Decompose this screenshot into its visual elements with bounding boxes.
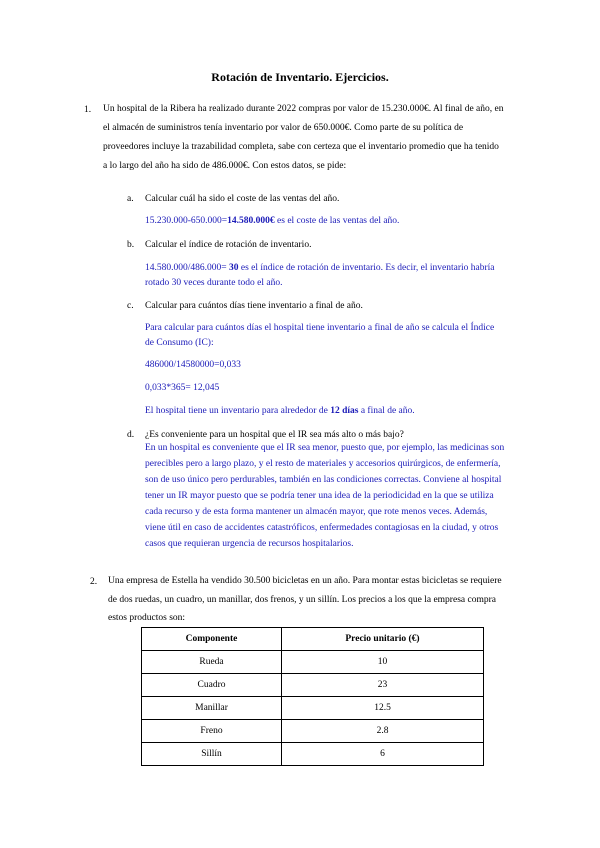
- item-c-conclusion-suffix: a final de año.: [358, 406, 415, 416]
- item-a-question: Calcular cuál ha sido el coste de las ventas del año.: [145, 194, 340, 204]
- item-a-answer: [145, 216, 399, 226]
- item-c-calc1: 486000/14580000=0,033: [145, 360, 241, 370]
- header-unit-price: Precio unitario (€): [282, 628, 484, 651]
- item-c-question: Calcular para cuántos días tiene inventario a final de año.: [145, 301, 363, 311]
- exercise-1-line: a lo largo del año ha sido de 486.000€. Con estos datos, se pide:: [103, 161, 347, 171]
- item-b-question: Calcular el índice de rotación de inventario.: [145, 240, 312, 250]
- item-d-answer-line: son de uso único pero perdurables, también en las condiciones correctas. Conviene al hospital: [145, 475, 502, 485]
- item-c-calc2: 0,033*365= 12,045: [145, 383, 220, 393]
- item-d-label: d.: [127, 430, 135, 440]
- cell-price: 6: [282, 743, 484, 766]
- exercise-1-number: 1.: [84, 105, 92, 115]
- item-d-answer-line: tener un IR mayor puesto que se podría tener una idea de la periodicidad en la que se utiliza: [145, 491, 494, 501]
- item-d-answer-line: casos que requieran urgencia de recursos hospitalarios.: [145, 539, 354, 549]
- item-a-answer-calc: 15.230.000-650.000=: [145, 216, 228, 226]
- item-a-answer-value: 14.580.000€: [227, 216, 275, 226]
- item-b-answer-calc: 14.580.000/486.000=: [145, 263, 229, 273]
- item-b-answer-text: es el índice de rotación de inventario. Es decir, el inventario habría: [238, 263, 495, 273]
- item-c-answer-line1: Para calcular para cuántos días el hospital tiene inventario a final de año se calcula el Índice: [145, 323, 495, 333]
- exercise-1-line: Un hospital de la Ribera ha realizado durante 2022 compras por valor de 15.230.000€. Al final de año, en: [103, 104, 504, 114]
- item-d-answer-line: perecibles pero a largo plazo, y el resto de materiales y accesorios quirúrgicos, de enfermería,: [145, 459, 501, 469]
- exercise-1-line: el almacén de suministros tenía inventario por valor de 650.000€. Como parte de su política de: [103, 123, 464, 133]
- table-header-row: [142, 628, 484, 651]
- cell-component: Cuadro: [142, 674, 282, 697]
- table-row: [142, 674, 484, 697]
- table-row: [142, 743, 484, 766]
- cell-component: Rueda: [142, 651, 282, 674]
- cell-price: 23: [282, 674, 484, 697]
- item-b-answer-line2: rotado 30 veces durante todo el año.: [145, 278, 283, 288]
- table-row: [142, 697, 484, 720]
- item-a-answer-text: es el coste de las ventas del año.: [274, 216, 400, 226]
- item-d-question: ¿Es conveniente para un hospital que el IR sea más alto o más bajo?: [145, 430, 404, 440]
- item-d-answer-line: cada recurso y de esta forma mantener un almacén mayor, que rote menos veces. Además,: [145, 507, 488, 517]
- item-d-answer-line: En un hospital es conveniente que el IR sea menor, puesto que, por ejemplo, las medicinas son: [145, 443, 505, 453]
- cell-component: Sillín: [142, 743, 282, 766]
- item-c-conclusion-value: 12 días: [330, 406, 359, 416]
- item-c-label: c.: [127, 301, 134, 311]
- exercise-1-line: proveedores incluye la trazabilidad completa, sabe con certeza que el inventario promedio que ha tenido: [103, 142, 499, 152]
- header-component: Componente: [142, 628, 282, 651]
- table-row: [142, 651, 484, 674]
- cell-price: 2.8: [282, 720, 484, 743]
- exercise-2-line: estos productos son:: [108, 613, 186, 623]
- item-c-answer-line2: de Consumo (IC):: [145, 338, 214, 348]
- cell-price: 10: [282, 651, 484, 674]
- item-b-answer-value: 30: [229, 263, 239, 273]
- cell-price: 12.5: [282, 697, 484, 720]
- document-title: Rotación de Inventario. Ejercicios.: [211, 70, 389, 84]
- item-a-label: a.: [127, 194, 134, 204]
- item-c-conclusion-text: El hospital tiene un inventario para alrededor de: [145, 406, 331, 416]
- cell-component: Manillar: [142, 697, 282, 720]
- item-c-conclusion: [145, 406, 415, 416]
- item-d-answer-line: viene útil en caso de accidentes catastróficos, enfermedades contagiosas en la ciudad, y otros: [145, 523, 499, 533]
- exercise-2-number: 2.: [90, 577, 98, 587]
- item-b-label: b.: [127, 240, 135, 250]
- item-b-answer-line1: [145, 263, 528, 273]
- exercise-2-line: Una empresa de Estella ha vendido 30.500 bicicletas en un año. Para montar estas bicicletas se requiere: [108, 576, 502, 586]
- cell-component: Freno: [142, 720, 282, 743]
- components-price-table: [141, 627, 484, 766]
- table-row: [142, 720, 484, 743]
- exercise-2-line: de dos ruedas, un cuadro, un manillar, dos frenos, y un sillín. Los precios a los que la empresa compra: [108, 595, 496, 605]
